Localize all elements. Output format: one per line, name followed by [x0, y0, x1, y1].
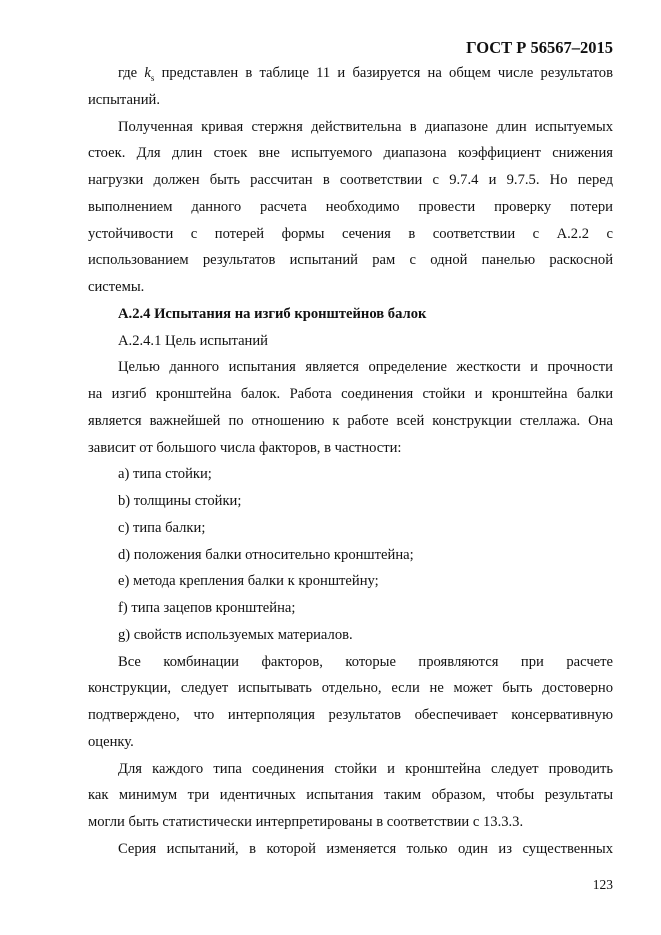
text-line: использованием результатов испытаний рам с одной панелью раскосной — [88, 252, 613, 269]
list-item: g) свойств используемых материалов. — [118, 626, 353, 643]
text-line: нагрузки должен быть рассчитан в соответствии с 9.7.4 и 9.7.5. Но перед — [88, 172, 613, 188]
text-line: выполнением данного расчета необходимо провести проверку потери — [88, 198, 613, 215]
list-item: f) типа зацепов кронштейна; — [118, 600, 296, 616]
variable-k: k — [144, 65, 151, 81]
text-fragment: представлен в таблице 11 и базируется на общем числе результатов — [154, 65, 613, 81]
subsection-heading: А.2.4.1 Цель испытаний — [118, 332, 268, 349]
text-line: Для каждого типа соединения стойки и кронштейна следует проводить — [118, 760, 613, 777]
list-item: c) типа балки; — [118, 519, 206, 536]
document-code-header: ГОСТ Р 56567–2015 — [466, 38, 613, 57]
text-line: Полученная кривая стержня действительна в диапазоне длин испытуемых — [118, 118, 613, 135]
list-item: e) метода крепления балки к кронштейну; — [118, 573, 379, 590]
text-line: на изгиб кронштейна балок. Работа соединения стойки и кронштейна балки — [88, 386, 613, 402]
text-line: подтверждено, что интерполяция результатов обеспечивает консервативную — [88, 707, 613, 723]
text-line: как минимум три идентичных испытания таким образом, чтобы результаты — [88, 787, 613, 804]
text-line: является важнейшей по отношению к работе всей конструкции стеллажа. Она — [88, 412, 613, 429]
text-line: Серия испытаний, в которой изменяется только один из существенных — [118, 840, 613, 857]
text-line: стоек. Для длин стоек вне испытуемого диапазона коэффициент снижения — [88, 145, 613, 162]
text-fragment: где — [118, 65, 145, 81]
text-line — [88, 60, 613, 87]
text-line: зависит от большого числа факторов, в частности: — [88, 439, 402, 456]
list-item: a) типа стойки; — [118, 466, 212, 483]
list-item: b) толщины стойки; — [118, 493, 242, 509]
text-line: могли быть статистически интерпретированы в соответствии с 13.3.3. — [88, 814, 524, 830]
text-line: Все комбинации факторов, которые проявляются при расчете — [118, 653, 613, 670]
document-body — [88, 60, 613, 863]
text-line: системы. — [88, 279, 145, 295]
variable-subscript: s — [150, 72, 155, 83]
list-item: d) положения балки относительно кронштейна; — [118, 546, 414, 563]
text-line: оценку. — [88, 733, 134, 750]
section-heading: А.2.4 Испытания на изгиб кронштейнов балок — [118, 305, 427, 322]
text-line: устойчивости с потерей формы сечения в соответствии с А.2.2 с — [88, 225, 613, 242]
text-line: испытаний. — [88, 91, 161, 108]
text-line: Целью данного испытания является определение жесткости и прочности — [118, 359, 613, 376]
text-line: конструкции, следует испытывать отдельно, если не может быть достоверно — [88, 680, 613, 697]
page-number: 123 — [592, 877, 613, 892]
